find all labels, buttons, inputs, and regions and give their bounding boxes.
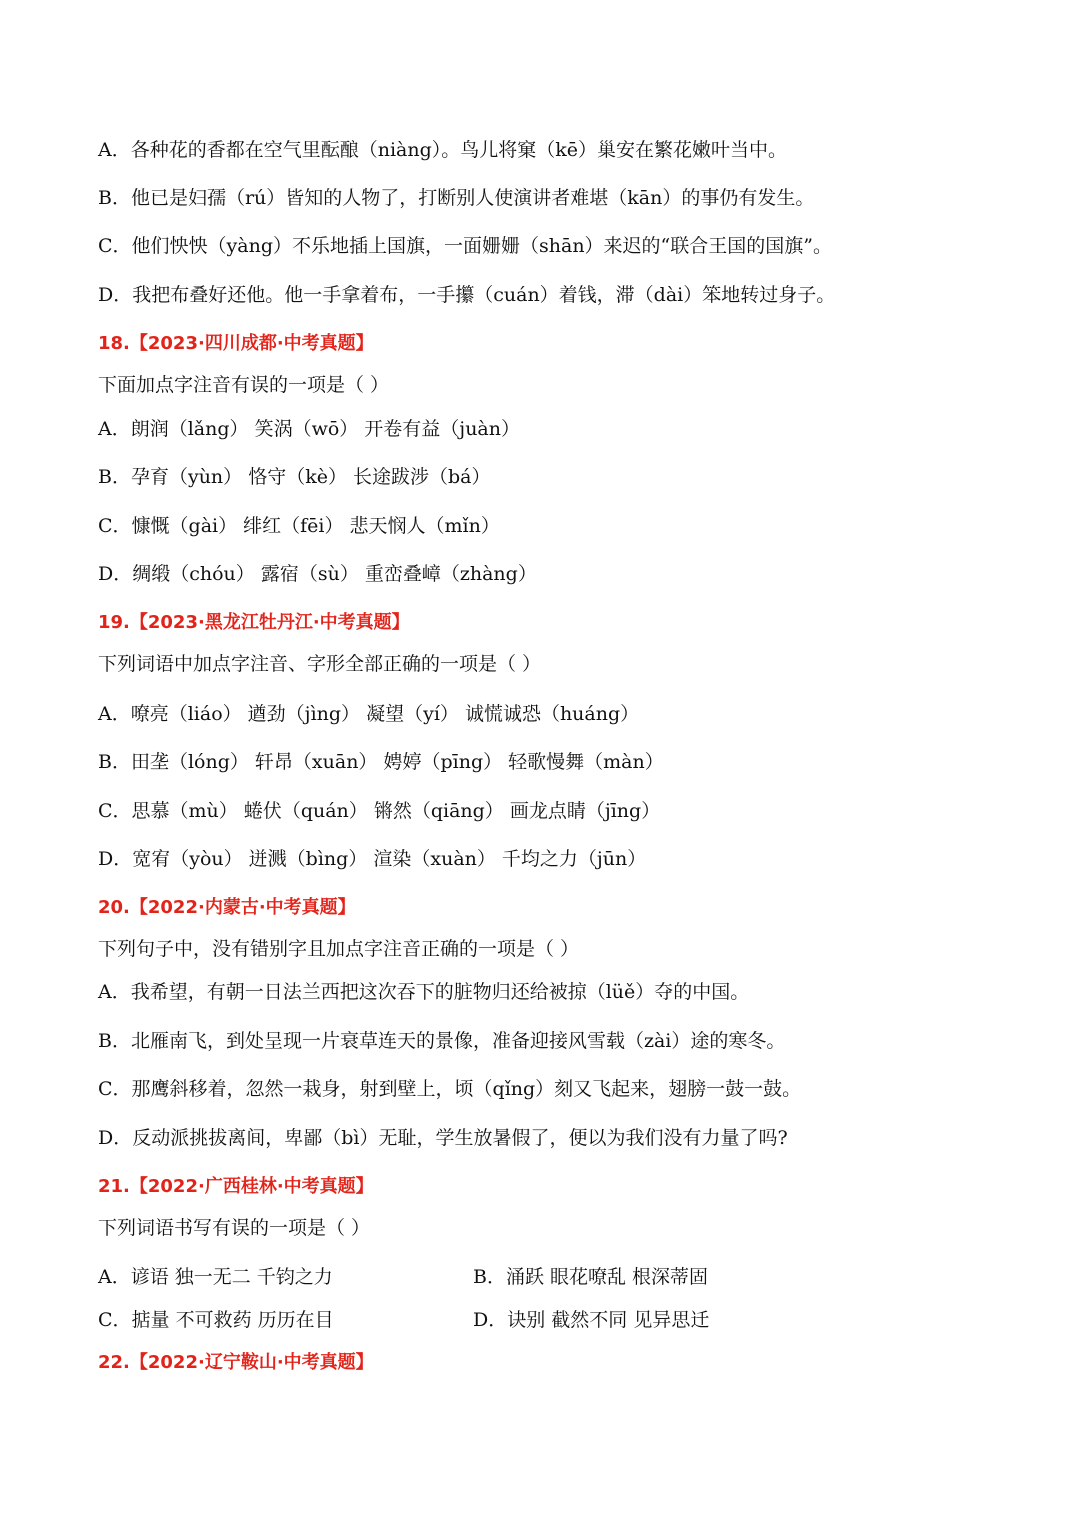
q18-option-b: B．孕育（yùn） 恪守（kè） 长途跋涉（bá） (98, 466, 491, 488)
q20-question: 下列句子中，没有错别字且加点字注音正确的一项是（ ） (98, 938, 580, 960)
q18-header: 18.【2023·四川成都·中考真题】 (98, 333, 374, 354)
q17-option-b: B．他已是妇孺（rú）皆知的人物了，打断别人使演讲者难堪（kān）的事仍有发生。 (98, 187, 815, 209)
q20-header: 20.【2022·内蒙古·中考真题】 (98, 897, 356, 918)
q21-option-a: A．谚语 独一无二 千钧之力 (98, 1266, 333, 1288)
q21-header: 21.【2022·广西桂林·中考真题】 (98, 1176, 374, 1197)
q19-header: 19.【2023·黑龙江牡丹江·中考真题】 (98, 612, 410, 633)
q20-option-d: D．反动派挑拔离间，卑鄙（bì）无耻，学生放暑假了，便以为我们没有力量了吗? (98, 1127, 788, 1149)
q19-option-b: B．田垄（lóng） 轩昂（xuān） 娉婷（pīng） 轻歌慢舞（màn） (98, 751, 664, 773)
q20-option-b: B．北雁南飞，到处呈现一片衰草连天的景像，准备迎接风雪载（zài）途的寒冬。 (98, 1030, 786, 1052)
q18-option-d: D．绸缎（chóu） 露宿（sù） 重峦叠嶂（zhàng） (98, 563, 537, 585)
q19-option-d: D．宽宥（yòu） 迸溅（bìng） 渲染（xuàn） 千均之力（jūn） (98, 848, 647, 870)
q19-option-a: A．嘹亮（liáo） 遒劲（jìng） 凝望（yí） 诚慌诚恐（huáng） (98, 703, 640, 725)
q20-option-c: C．那鹰斜移着，忽然一栽身，射到壁上，顷（qǐng）刻又飞起来，翅膀一鼓一鼓。 (98, 1078, 802, 1100)
q17-option-a: A．各种花的香都在空气里酝酿（niàng）。鸟儿将窠（kē）巢安在繁花嫩叶当中。 (98, 139, 788, 161)
q19-question: 下列词语中加点字注音、字形全部正确的一项是（ ） (98, 653, 542, 675)
q18-question: 下面加点字注音有误的一项是（ ） (98, 374, 390, 396)
q21-option-b: B．涌跃 眼花嘹乱 根深蒂固 (473, 1266, 709, 1288)
q19-option-c: C．思慕（mù） 蜷伏（quán） 锵然（qiāng） 画龙点睛（jīng） (98, 800, 661, 822)
q17-option-d: D．我把布叠好还他。他一手拿着布，一手攥（cuán）着钱，滞（dài）笨地转过身子。 (98, 284, 836, 306)
q18-option-a: A．朗润（lǎng） 笑涡（wō） 开卷有益（juàn） (98, 418, 520, 440)
q22-header: 22.【2022·辽宁鞍山·中考真题】 (98, 1352, 374, 1373)
q20-option-a: A．我希望，有朝一日法兰西把这次吞下的脏物归还给被掠（lüě）夺的中国。 (98, 981, 750, 1003)
q21-question: 下列词语书写有误的一项是（ ） (98, 1217, 371, 1239)
q17-option-c: C．他们怏怏（yàng）不乐地插上国旗，一面姗姗（shān）来迟的“联合王国的国旗”。 (98, 235, 832, 257)
q18-option-c: C．慷慨（gài） 绯红（fēi） 悲天悯人（mǐn） (98, 515, 500, 537)
q21-option-c: C．掂量 不可救药 历历在目 (98, 1309, 334, 1331)
q21-option-d: D．诀别 截然不同 见异思迁 (473, 1309, 710, 1331)
